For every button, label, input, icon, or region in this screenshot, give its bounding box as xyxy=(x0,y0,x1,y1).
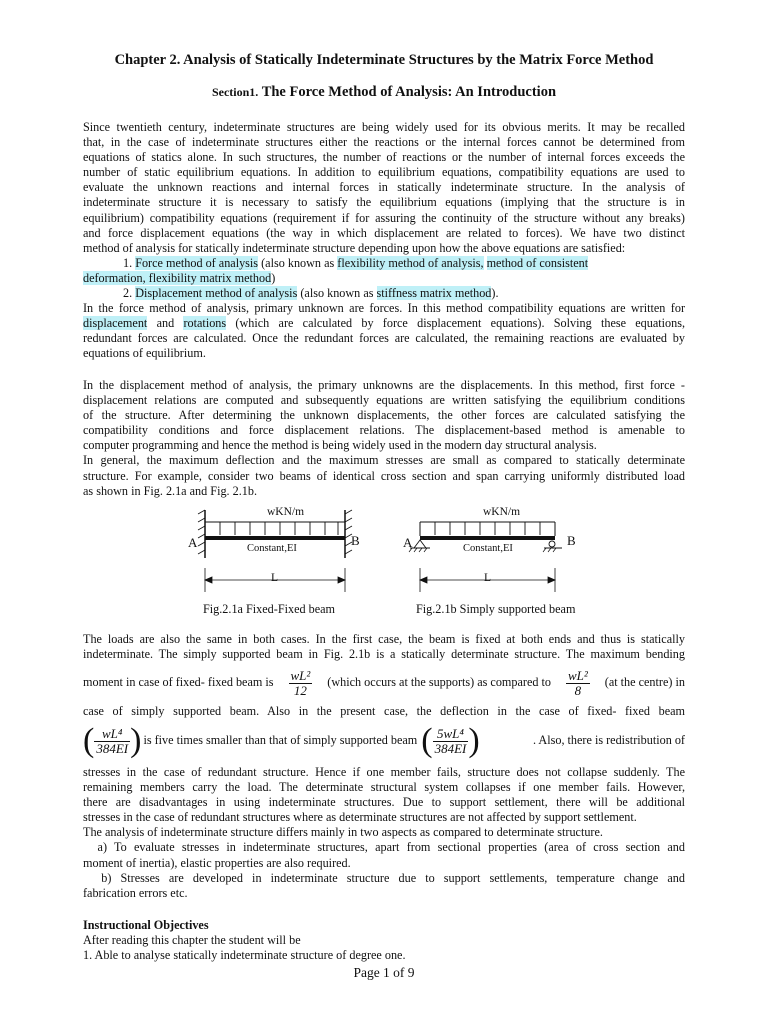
comparison-paragraph xyxy=(83,632,685,662)
load-label-a: wKN/m xyxy=(267,506,305,518)
text-line: equilibrium) compatibility equations (requirement if for assuring the continuity of the structure without any breaks) xyxy=(83,210,685,225)
redundancy-paragraph xyxy=(83,765,685,901)
end-label-b-fixed: B xyxy=(351,533,360,548)
highlight-flexibility-method: flexibility method of analysis, xyxy=(337,255,484,270)
highlight-displacement-method: Displacement method of analysis xyxy=(135,286,298,301)
text-line: and force displacement equations (the way in which displacement are related to forces). We have two distinct xyxy=(83,225,685,240)
text-line: displacement relations are computed and subsequently equations are written satisfying the equilibrium conditions xyxy=(83,393,685,408)
text-line: indeterminate. The simply supported beam in Fig. 2.1b is a statically determinate structure. The maximum bending xyxy=(83,647,685,662)
intro-paragraph xyxy=(83,120,685,362)
end-label-b-simple: B xyxy=(567,533,576,548)
text-line: structure. For example, consider two beams of identical cross section and span carrying uniformly distributed load xyxy=(83,468,685,483)
text-line: The loads are also the same in both cases. In the first case, the beam is fixed at both ends and thus is statically xyxy=(83,632,685,646)
figure-caption-b: Fig.2.1b Simply supported beam xyxy=(416,602,576,616)
method-item-1-cont: deformation, flexibility matrix method) xyxy=(83,270,276,285)
text-line: stresses in the case of redundant structures where as determinate structures are not affected by support settlement. xyxy=(83,810,637,825)
simple-deflection-formula: $\frac{\text{5wL⁴}}{384EI}$ xyxy=(434,725,467,756)
text-line: compatibility conditions and force displacement relations. The displacement-based method is amenable to xyxy=(83,423,685,438)
text-line: In the force method of analysis, primary unknown are forces. In this method compatibility equations are written for xyxy=(83,301,685,316)
method-item-1: 1. Force method of analysis (also known as flexibility method of analysis, method of consistent xyxy=(123,255,589,270)
section-number: Section1. xyxy=(211,85,259,99)
simple-moment-formula: $\frac{\text{wL²}}{8}$ xyxy=(567,667,588,698)
text-line: redundant forces are calculated. Once the redundant forces are calculated, the remaining reactions are evaluated by xyxy=(83,331,685,346)
fixed-deflection-formula: $\frac{\text{wL⁴}}{384EI}$ xyxy=(96,725,129,756)
text-line: there are disadvantages in using indeterminate structures. Due to support settlement, there will be additional xyxy=(83,795,685,810)
highlight-displacement: displacement xyxy=(83,316,148,331)
text-line: method of analysis for statically indeterminate structure depending upon how the above equations are satisfied: xyxy=(83,240,626,255)
text-line: that, in the case of indeterminate structures either the reactions or the internal forces cannot be determined from xyxy=(83,135,685,150)
highlight-force-method: Force method of analysis xyxy=(135,255,259,270)
text-line: evaluate the unknown reactions and internal forces in statically indeterminate structure. In the analysis of xyxy=(83,180,685,195)
deflection-intro xyxy=(83,704,685,719)
text-line: 1. Able to analyse statically indeterminate structure of degree one. xyxy=(83,948,406,963)
text-line: number of static equilibrium equations. In addition to equilibrium equations, compatibility equations are used to xyxy=(83,165,685,180)
load-label-b: wKN/m xyxy=(483,506,521,518)
section-heading: The Force Method of Analysis: An Introduction xyxy=(261,84,557,100)
page-number: Page 1 of 9 xyxy=(353,965,415,980)
text-line: as shown in Fig. 2.1a and Fig. 2.1b. xyxy=(83,483,258,498)
text-line: displacement and rotations (which are calculated by force displacement equations). Solving these equations, xyxy=(83,316,685,331)
highlight-consistent-deformation: deformation, flexibility matrix method xyxy=(83,270,272,285)
span-label-b: L xyxy=(484,572,492,584)
text-line: equations of statics alone. In such structures, the number of reactions or the number of internal forces exceeds the xyxy=(83,150,685,165)
text-line: Since twentieth century, indeterminate structures are being widely used for its obvious merits. It may be recalled xyxy=(83,120,685,134)
deflection-line: ( $\frac{\text{wL⁴}}{384EI}$ ) is five times smaller than that of simply supported beam ( $\frac{\text{5wL⁴}}{384EI}$ ) . Also, there is redistribution of xyxy=(83,722,685,759)
beam-label-b: Constant,EI xyxy=(463,543,513,554)
highlight-consistent-method: method of consistent xyxy=(486,255,589,270)
text-line: of the structure. After determining the unknown displacements, the other forces are calculated satisfying the xyxy=(83,408,685,423)
fixed-moment-formula: $\frac{\text{wL²}}{12}$ xyxy=(290,667,311,698)
text-line: stresses in the case of redundant structure. Hence if one member fails, structure does not collapse suddenly. The xyxy=(83,765,685,779)
end-label-a-simple: A xyxy=(403,535,413,550)
aspect-a-cont: moment of inertia), elastic properties are also required. xyxy=(83,855,351,870)
aspect-a: a) To evaluate stresses in indeterminate structures, apart from sectional properties (area of cross section and xyxy=(83,840,685,855)
moment-line: moment in case of fixed- fixed beam is $\frac{\text{wL²}}{12}$ (which occurs at the supports) as compared to $\frac{\text{wL²}}{8}$ (at the centre) in xyxy=(83,667,685,698)
method-item-2: 2. Displacement method of analysis (also known as stiffness matrix method). xyxy=(123,286,499,301)
text-line: remaining members carry the load. The determinate structural system collapses if one member fails. However, xyxy=(83,780,685,795)
section-title xyxy=(0,84,768,101)
beam-figure xyxy=(180,500,600,605)
text-line: In the displacement method of analysis, the primary unknowns are the displacements. In this method, first force - xyxy=(83,378,685,392)
text-line: computer programming and hence the method is being widely used in the modern day structural analysis. xyxy=(83,438,597,453)
highlight-rotations: rotations xyxy=(183,316,227,331)
highlight-stiffness-method: stiffness matrix method xyxy=(376,286,492,301)
text-line: The analysis of indeterminate structure differs mainly in two aspects as compared to determinate structure. xyxy=(83,825,603,840)
text-line: equations of equilibrium. xyxy=(83,346,206,361)
text-line: case of simply supported beam. Also in the present case, the deflection in the case of fixed- fixed beam xyxy=(83,704,685,718)
text-line: indeterminate structure it is necessary to satisfy the equilibrium equations (implying that the structure is in xyxy=(83,195,685,210)
aspect-b-cont: fabrication errors etc. xyxy=(83,885,188,900)
figure-caption-a: Fig.2.1a Fixed-Fixed beam xyxy=(203,602,336,616)
objectives-section xyxy=(83,918,685,963)
aspect-b: b) Stresses are developed in indeterminate structure due to support settlements, temperature change and xyxy=(83,870,685,885)
objectives-heading: Instructional Objectives xyxy=(83,918,209,932)
end-label-a-fixed: A xyxy=(188,535,198,550)
displacement-paragraph xyxy=(83,378,685,499)
chapter-title: Chapter 2. Analysis of Statically Indeterminate Structures by the Matrix Force Method xyxy=(114,52,654,68)
beam-label-a: Constant,EI xyxy=(247,543,297,554)
span-label-a: L xyxy=(271,572,279,584)
text-line: After reading this chapter the student will be xyxy=(83,933,301,948)
text-line: In general, the maximum deflection and the maximum stresses are small as compared to statically determinate xyxy=(83,453,685,468)
